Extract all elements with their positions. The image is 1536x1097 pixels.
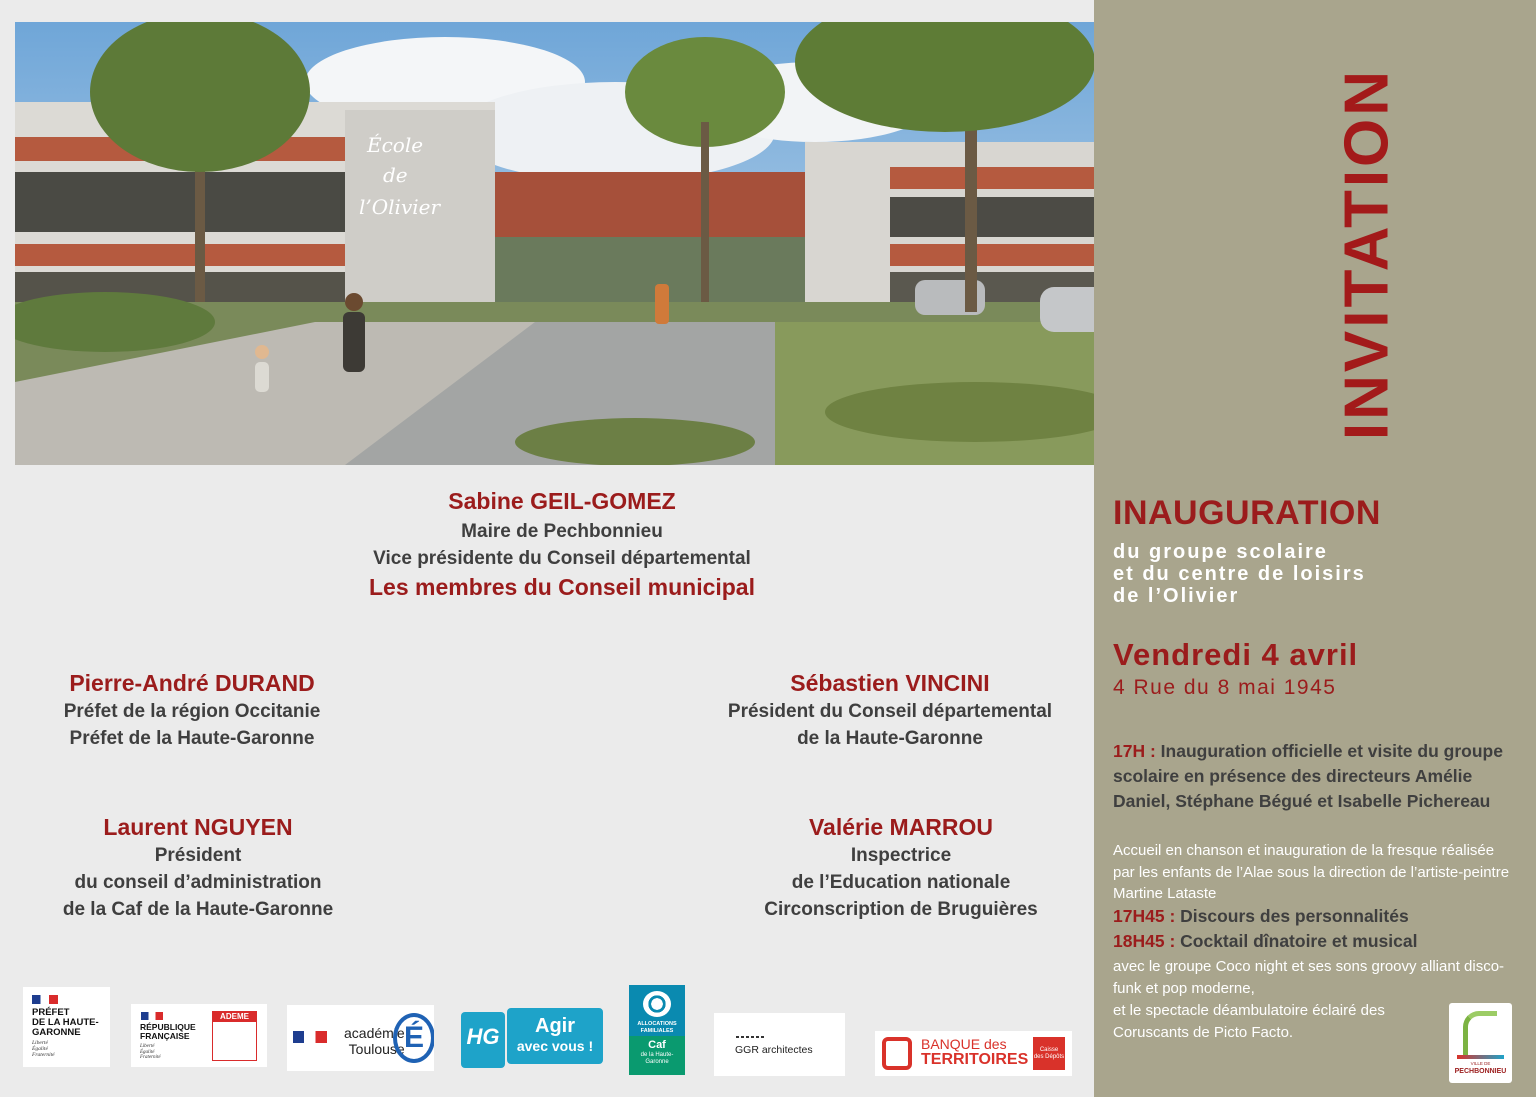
prefet-motto-1: Liberté xyxy=(32,1040,48,1046)
official-education xyxy=(700,812,1102,923)
official-prefet xyxy=(0,668,384,752)
program-sep: : xyxy=(1164,931,1181,951)
official-title: Inspectrice xyxy=(850,845,952,866)
academie-line-2: Toulouse xyxy=(348,1041,405,1057)
hero-sign-line-1: École xyxy=(367,133,424,157)
program-sep: : xyxy=(1145,741,1161,761)
mayor-title-2: Vice présidente du Conseil départemental xyxy=(373,548,751,569)
official-name: Valérie MARROU xyxy=(808,814,994,840)
program-item-17h45 xyxy=(1113,904,1513,929)
cdc-line-2: des Dépôts xyxy=(1033,1054,1065,1060)
prefet-motto-2: Égalité xyxy=(32,1046,48,1052)
host-block xyxy=(262,486,862,602)
ademe-logo xyxy=(131,1004,267,1067)
program-time: 17H45 xyxy=(1113,906,1165,926)
ademe-label: ADEME xyxy=(213,1012,256,1022)
program-item-17h xyxy=(1113,739,1513,814)
pechbonnieu-logo xyxy=(1449,1003,1512,1083)
event-subtitle-line: de l’Olivier xyxy=(1113,585,1240,607)
republique-motto-1: Liberté xyxy=(140,1044,155,1049)
hg-slogan-1: Agir xyxy=(535,1015,575,1037)
hexagon-icon xyxy=(882,1037,912,1070)
event-date: Vendredi 4 avril xyxy=(1113,637,1359,672)
republique-motto-2: Égalité xyxy=(140,1049,155,1055)
official-departement xyxy=(690,668,1090,752)
program-text: Cocktail dînatoire et musical xyxy=(1180,931,1418,951)
ggr-logo xyxy=(714,1013,845,1076)
program-time: 17H xyxy=(1113,741,1146,761)
caf-sub-2: Garonne xyxy=(645,1059,669,1065)
caf-logo xyxy=(629,985,685,1075)
banque-line-1: BANQUE des xyxy=(921,1036,1007,1052)
caf-line-2: FAMILIALES xyxy=(640,1027,674,1034)
academie-e-icon: É xyxy=(393,1013,434,1063)
official-title: Circonscription de Bruguières xyxy=(764,899,1038,920)
program-sep: : xyxy=(1164,906,1181,926)
official-title: Président du Conseil départemental xyxy=(727,701,1053,722)
program-time: 18H45 xyxy=(1113,931,1165,951)
program-text: Inauguration officielle et visite du groupe scolaire en présence des directeurs Amélie Daniel, Stéphane Bégué et Isabelle Pichereau xyxy=(1113,741,1503,811)
prefet-motto-3: Fraternité xyxy=(32,1052,55,1058)
invitation-title: INVITATION xyxy=(1332,67,1402,441)
event-title: INAUGURATION xyxy=(1113,494,1381,532)
event-subtitle-line: du groupe scolaire xyxy=(1113,541,1328,563)
official-name: Laurent NGUYEN xyxy=(103,814,293,840)
town-logo-small: VILLE DE xyxy=(1470,1061,1491,1066)
official-title: de la Caf de la Haute-Garonne xyxy=(62,899,334,920)
program-note: et le spectacle déambulatoire éclairé des Coruscants de Picto Facto. xyxy=(1113,1002,1385,1041)
hg-mark: HG xyxy=(461,1012,505,1068)
hero-sign-line-2: de xyxy=(383,163,408,187)
event-subtitle-line: et du centre de loisirs xyxy=(1113,563,1366,585)
program-note: avec le groupe Coco night et ses sons groovy alliant disco-funk et pop moderne, xyxy=(1113,958,1505,997)
caf-sub-1: de la Haute- xyxy=(640,1052,674,1058)
official-title: Président xyxy=(154,845,242,866)
ggr-label: GGR architectes xyxy=(735,1044,813,1056)
republique-motto-3: Fraternité xyxy=(140,1055,161,1060)
program-text: Discours des personnalités xyxy=(1180,906,1409,926)
hero-sign-line-3: l’Olivier xyxy=(359,195,441,219)
mayor-title-1: Maire de Pechbonnieu xyxy=(461,521,663,542)
official-title: de l’Education nationale xyxy=(791,872,1011,893)
academie-logo xyxy=(287,1005,434,1071)
banque-territoires-logo xyxy=(875,1031,1072,1076)
official-title: de la Haute-Garonne xyxy=(797,728,983,749)
republique-line-2: FRANÇAISE xyxy=(140,1031,190,1041)
official-caf xyxy=(0,812,396,923)
event-subtitle xyxy=(1113,541,1366,607)
program-item-18h45 xyxy=(1113,929,1513,954)
hero-image xyxy=(15,22,1182,465)
official-title: Préfet de la Haute-Garonne xyxy=(69,728,315,749)
official-title: du conseil d’administration xyxy=(74,872,322,893)
caf-tree-icon xyxy=(643,991,671,1017)
cdc-line-1: Caisse xyxy=(1039,1047,1059,1053)
council-members: Les membres du Conseil municipal xyxy=(369,574,755,600)
prefet-line-3: GARONNE xyxy=(32,1027,81,1038)
hg-slogan-2: avec vous ! xyxy=(516,1038,594,1054)
official-name: Pierre-André DURAND xyxy=(69,670,315,696)
hg-logo xyxy=(459,1004,604,1069)
prefet-logo xyxy=(23,987,110,1067)
caf-name: Caf xyxy=(648,1039,666,1051)
republique-line-1: RÉPUBLIQUE xyxy=(140,1022,196,1032)
olive-branch-icon xyxy=(1463,1011,1497,1055)
program-note: Accueil en chanson et inauguration de la fresque réalisée par les enfants de l’Alae sous la direction de l’artiste-peintre Martine Lataste xyxy=(1113,842,1510,902)
event-address: 4 Rue du 8 mai 1945 xyxy=(1113,676,1337,699)
official-title: Préfet de la région Occitanie xyxy=(63,701,321,722)
mayor-name: Sabine GEIL-GOMEZ xyxy=(448,488,676,514)
caf-line-1: ALLOCATIONS xyxy=(637,1021,677,1027)
town-logo-name: PECHBONNIEU xyxy=(1454,1068,1507,1075)
prefet-line-2: DE LA HAUTE- xyxy=(32,1017,99,1028)
academie-line-1: académie xyxy=(344,1025,405,1041)
banque-line-2: TERRITOIRES xyxy=(921,1051,1029,1068)
prefet-line-1: PRÉFET xyxy=(32,1007,70,1018)
official-name: Sébastien VINCINI xyxy=(790,670,990,696)
